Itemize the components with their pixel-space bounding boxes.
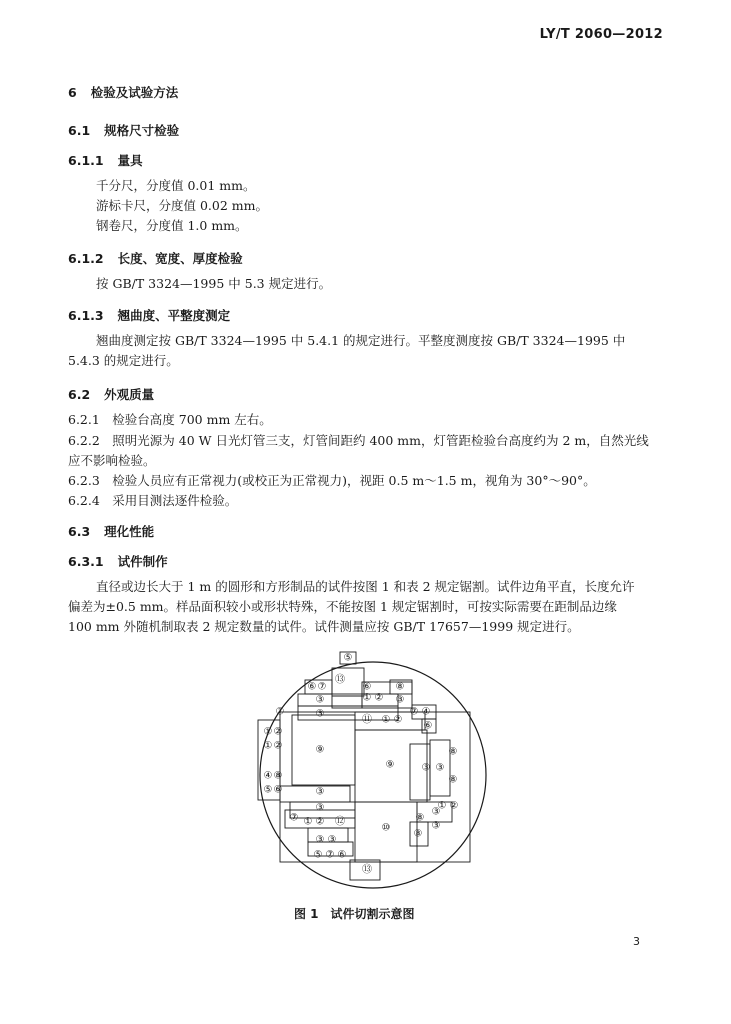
paragraph-line: 直径或边长大于 1 m 的圆形和方形制品的试件按图 1 和表 2 规定锯割。试件边角平直，长度允许 [96, 579, 635, 594]
label-11: ⑪ [362, 714, 372, 726]
section-number: 6.3 [68, 524, 91, 539]
label-3: ③ [395, 694, 405, 706]
paragraph-line: 翘曲度测定按 GB/T 3324—1995 中 5.4.1 的规定进行。平整度测度按 GB/T 3324—1995 中 [96, 333, 626, 348]
label-6: ⑥ [307, 681, 317, 693]
label-2: ② [393, 714, 403, 726]
label-2: ② [449, 800, 459, 812]
label-3: ③ [421, 762, 431, 774]
label-3: ③ [315, 694, 325, 706]
label-7: ⑦ [409, 706, 419, 718]
label-13: ⑬ [335, 674, 345, 686]
section-title: 外观质量 [104, 387, 155, 402]
label-9: ⑨ [315, 744, 325, 756]
page-number: 3 [633, 935, 640, 948]
label-7: ⑦ [325, 849, 335, 861]
label-3: ③ [315, 834, 325, 846]
paragraph-line: 5.4.3 的规定进行。 [68, 353, 179, 368]
standard-code: LY/T 2060—2012 [539, 27, 663, 42]
section-number: 6.1.2 [68, 251, 104, 266]
paragraph-line: 100 mm 外随机制取表 2 规定数量的试件。试件测量应按 GB/T 17657—1999 规定进行。 [68, 619, 580, 634]
section-title: 翘曲度、平整度测定 [117, 308, 231, 323]
label-12: ⑫ [335, 816, 345, 828]
cutting-diagram [250, 650, 500, 900]
instrument-micrometer: 千分尺，分度值 0.01 mm。 [96, 178, 256, 193]
label-4: ④ [421, 706, 431, 718]
section-title: 量具 [117, 153, 143, 168]
label-7: ⑦ [289, 812, 299, 824]
section-6-2-heading [68, 385, 154, 403]
label-3: ③ [315, 802, 325, 814]
section-number: 6.1 [68, 123, 91, 138]
section-title: 理化性能 [104, 524, 155, 539]
label-2: ② [374, 692, 384, 704]
section-title: 长度、宽度、厚度检验 [117, 251, 243, 266]
label-2: ② [315, 816, 325, 828]
label-1: ① [263, 740, 273, 752]
paragraph-line: 偏差为±0.5 mm。样品面积较小或形状特殊，不能按图 1 规定锯割时，可按实际需要在距制品边缘 [68, 599, 617, 614]
item-6-2-2-cont: 应不影响检验。 [68, 453, 156, 468]
section-6-heading [68, 83, 178, 101]
label-7: ⑦ [275, 706, 285, 718]
label-2: ② [273, 740, 283, 752]
label-4: ④ [263, 770, 273, 782]
label-1: ① [362, 692, 372, 704]
label-7: ⑦ [317, 681, 327, 693]
label-1: ① [303, 816, 313, 828]
label-6: ⑥ [423, 720, 433, 732]
section-6-1-3-heading [68, 306, 230, 324]
item-6-2-3: 6.2.3 检验人员应有正常视力(或校正为正常视力)，视距 0.5 m～1.5 m，视角为 30°～90°。 [68, 473, 596, 488]
label-6: ⑥ [273, 784, 283, 796]
section-6-1-2-heading [68, 249, 243, 267]
instrument-caliper: 游标卡尺，分度值 0.02 mm。 [96, 198, 268, 213]
label-1: ① [381, 714, 391, 726]
label-3: ③ [431, 806, 441, 818]
label-5: ⑤ [263, 784, 273, 796]
section-6-1-1-heading [68, 151, 143, 169]
section-number: 6.3.1 [68, 554, 104, 569]
item-6-2-2: 6.2.2 照明光源为 40 W 日光灯管三支，灯管间距约 400 mm，灯管距检验台高度约为 2 m，自然光线 [68, 433, 649, 448]
section-number: 6.1.3 [68, 308, 104, 323]
label-2: ② [273, 726, 283, 738]
section-6-3-1-heading [68, 552, 168, 570]
label-3: ③ [315, 786, 325, 798]
section-number: 6.2 [68, 387, 91, 402]
section-number: 6.1.1 [68, 153, 104, 168]
section-title: 检验及试验方法 [90, 85, 179, 100]
label-5: ⑤ [313, 849, 323, 861]
label-8: ⑧ [395, 681, 405, 693]
item-6-2-4: 6.2.4 采用目测法逐件检验。 [68, 493, 238, 508]
item-6-2-1: 6.2.1 检验台高度 700 mm 左右。 [68, 412, 272, 427]
label-8: ⑧ [448, 746, 458, 758]
label-6: ⑥ [337, 849, 347, 861]
label-3: ③ [327, 834, 337, 846]
label-5: ⑤ [343, 652, 353, 664]
label-10: ⑩ [381, 822, 391, 834]
section-number: 6 [68, 85, 77, 100]
label-3: ③ [315, 708, 325, 720]
label-8: ⑧ [448, 774, 458, 786]
label-1: ① [437, 800, 447, 812]
section-title: 试件制作 [117, 554, 168, 569]
label-8: ⑧ [415, 812, 425, 824]
cut-boundary [280, 712, 470, 862]
label-6: ⑥ [362, 681, 372, 693]
paragraph: 按 GB/T 3324—1995 中 5.3 规定进行。 [96, 276, 332, 291]
label-8: ⑧ [413, 828, 423, 840]
section-6-3-heading [68, 522, 154, 540]
label-9: ⑨ [385, 759, 395, 771]
label-1: ① [263, 726, 273, 738]
label-8: ⑧ [273, 770, 283, 782]
instrument-tape: 钢卷尺，分度值 1.0 mm。 [96, 218, 248, 233]
label-3: ③ [431, 820, 441, 832]
label-3: ③ [435, 762, 445, 774]
section-title: 规格尺寸检验 [104, 123, 180, 138]
section-6-1-heading [68, 121, 179, 139]
figure-caption: 图 1 试件切割示意图 [294, 907, 415, 921]
label-13: ⑬ [362, 864, 372, 876]
